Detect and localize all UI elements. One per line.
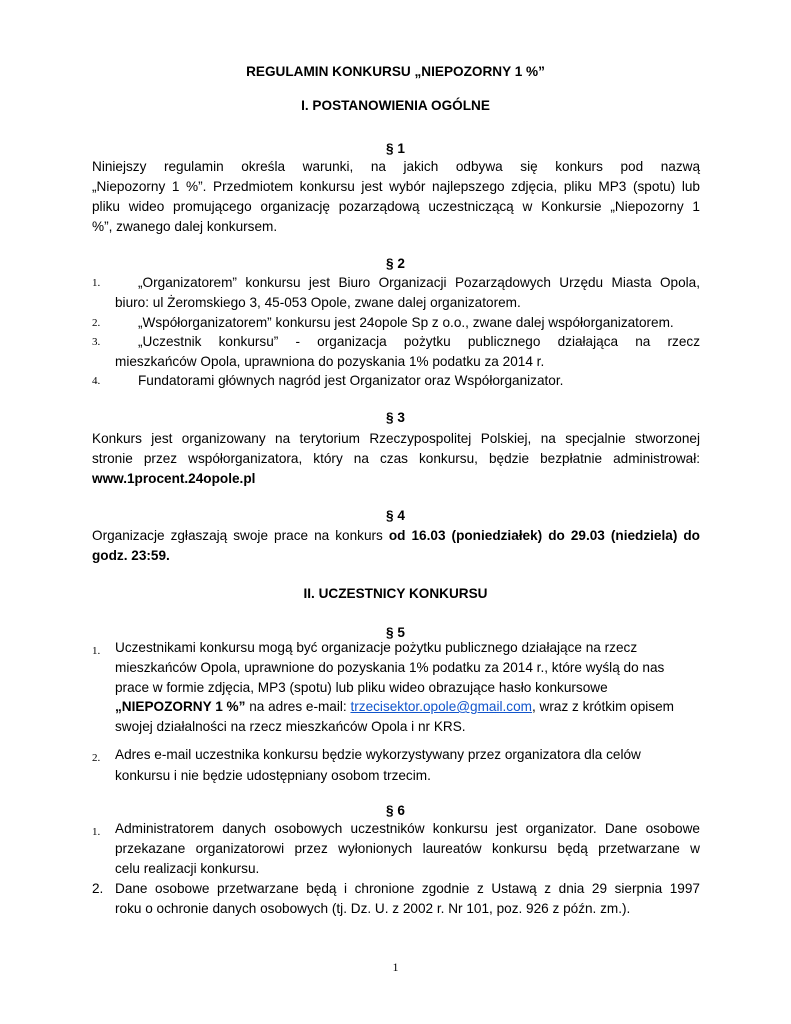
paragraph-mark-4: § 4 [386,508,405,523]
p6-item2-line2: roku o ochronie danych osobowych (tj. Dz. U. z 2002 r. Nr 101, poz. 926 z późn. zm.). [115,901,631,916]
website-url: www.1procent.24opole.pl [92,471,256,486]
p5-item1-line5: swojej działalności na rzecz mieszkańców Opola i nr KRS. [115,719,466,734]
p1-line4: %”, zwanego dalej konkursem. [92,219,278,234]
p5-item1-line3: prace w formie zdjęcia, MP3 (spotu) lub pliku wideo obrazujące hasło konkursowe [115,680,608,695]
p6-item2-line1: Dane osobowe przetwarzane będą i chronione zgodnie z Ustawą z dnia 29 sierpnia 1997 [115,881,700,896]
list-number: 2. [92,317,101,329]
list-number: 1. [92,645,101,657]
p6-item1-line1: Administratorem danych osobowych uczestników konkursu jest organizator. Dane osobowe [115,821,700,836]
p5-mid-text: na adres e-mail: [245,699,351,714]
p4-deadline: godz. 23:59. [92,548,170,563]
p2-item3-line1: „Uczestnik konkursu” - organizacja pożytku publicznego działająca na rzecz [138,334,700,349]
p2-item4-line1: Fundatorami głównych nagród jest Organizator oraz Współorganizator. [138,373,564,388]
p2-item3-line2: mieszkańców Opola, uprawniona do pozyskania 1% podatku za 2014 r. [115,354,545,369]
paragraph-mark-1: § 1 [386,141,405,156]
p3-line1: Konkurs jest organizowany na terytorium Rzeczypospolitej Polskiej, na specjalnie stworzonej [92,431,700,446]
list-number: 3. [92,336,101,348]
paragraph-mark-2: § 2 [386,256,405,271]
p5-tail-text: , wraz z krótkim opisem [532,699,675,714]
p2-item1-line1: „Organizatorem” konkursu jest Biuro Organizacji Pozarządowych Urzędu Miasta Opola, [138,275,700,290]
list-number: 1. [92,826,101,838]
list-number: 1. [92,277,101,289]
list-number: 4. [92,375,101,387]
email-link[interactable]: trzecisektor.opole@gmail.com [350,699,532,714]
p2-item1-line2: biuro: ul Żeromskiego 3, 45-053 Opole, zwane dalej organizatorem. [115,295,521,310]
list-number: 2. [92,881,104,896]
p5-item1-line2: mieszkańców Opola, uprawnione do pozyskania 1% podatku za 2014 r., które wyślą do nas [115,660,665,675]
paragraph-mark-5: § 5 [386,625,405,640]
section-heading-general: I. POSTANOWIENIA OGÓLNE [301,98,490,113]
p6-item1-line3: celu realizacji konkursu. [115,861,260,876]
p2-item2-line1: „Współorganizatorem” konkursu jest 24opole Sp z o.o., zwane dalej współorganizatorem. [138,315,674,330]
paragraph-mark-6: § 6 [386,803,405,818]
p4-dates: od 16.03 (poniedziałek) do 29.03 (niedziela) do [388,528,700,543]
list-number: 2. [92,752,101,764]
p5-item1-line1: Uczestnikami konkursu mogą być organizacje pożytku publicznego działające na rzecz [115,640,638,655]
p6-item1-line2: przekazane organizatorowi przez wyłonionych laureatów konkursu będą przetwarzane w [115,841,700,856]
p4-text: Organizacje zgłaszają swoje prace na konkurs [92,528,389,543]
paragraph-mark-3: § 3 [386,410,405,425]
p5-item2-line1: Adres e-mail uczestnika konkursu będzie wykorzystywany przez organizatora dla celów [115,747,641,762]
document-title: REGULAMIN KONKURSU „NIEPOZORNY 1 %” [246,64,545,79]
p3-line2: stronie przez współorganizatora, który na czas konkursu, będzie bezpłatnie administrował: [92,451,700,466]
p1-line1: Niniejszy regulamin określa warunki, na jakich odbywa się konkurs pod nazwą [92,159,700,174]
p5-item2-line2: konkursu i nie będzie udostępniany osobom trzecim. [115,768,431,783]
p1-line2: „Niepozorny 1 %”. Przedmiotem konkursu jest wybór najlepszego zdjęcia, pliku MP3 (spotu) lub [92,179,700,194]
section-heading-participants: II. UCZESTNICY KONKURSU [303,586,488,601]
slogan: „NIEPOZORNY 1 %” [115,699,246,714]
page-number: 1 [392,960,399,974]
p4-line1 [92,526,700,546]
p5-item1-line4 [115,697,674,717]
p1-line3: pliku wideo promującego organizację pozarządową uczestniczącą w Konkursie „Niepozorny 1 [92,199,700,214]
